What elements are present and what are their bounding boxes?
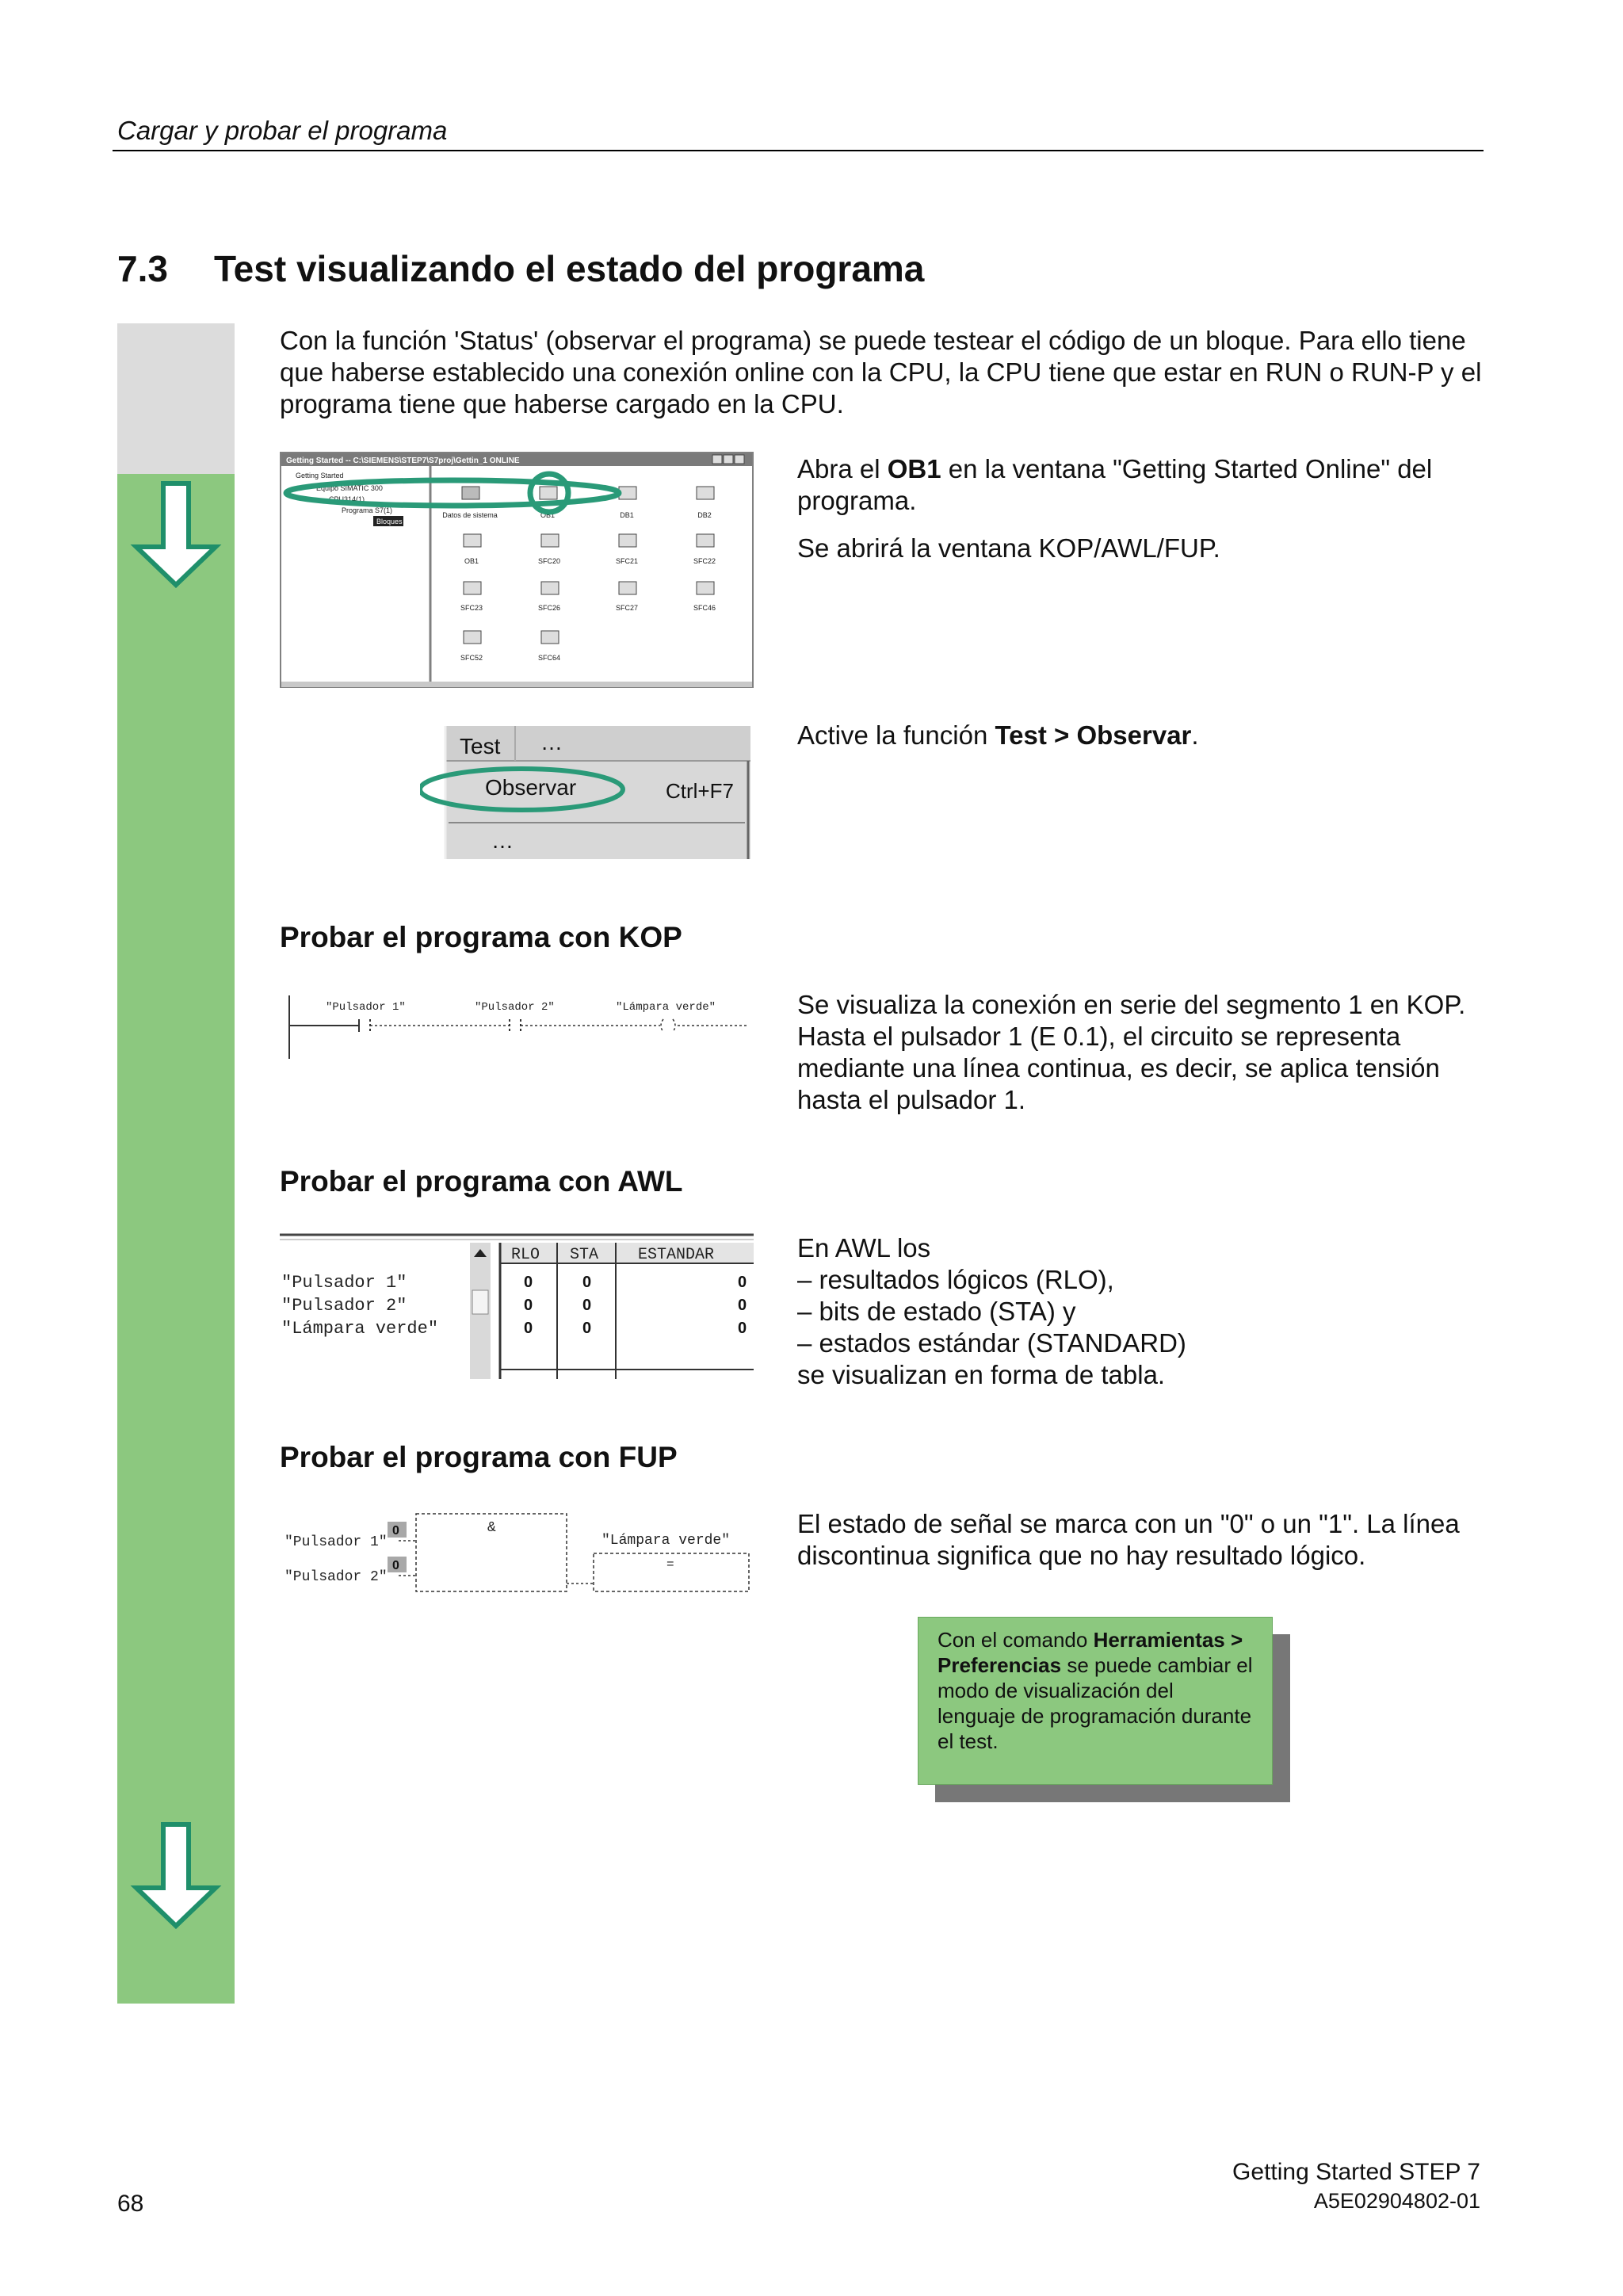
block-label[interactable]: SFC27: [615, 604, 639, 612]
awl-cell: 0: [738, 1320, 747, 1337]
block-label[interactable]: SFC26: [537, 604, 561, 612]
step1-text: Abra el OB1 en la ventana "Getting Started Online" del programa.: [797, 454, 1433, 515]
awl-text: [797, 1232, 1487, 1391]
awl-text-line: En AWL los: [797, 1233, 931, 1263]
tree-item[interactable]: Programa S7(1): [342, 506, 393, 514]
assign-symbol: =: [666, 1557, 674, 1572]
tip-box: Con el comando Herramientas > Preferencias se puede cambiar el modo de visualización del lenguaje de programación durante el test.: [918, 1617, 1273, 1785]
kop-label: "Pulsador 2": [475, 1001, 555, 1014]
menu-shortcut: Ctrl+F7: [666, 779, 734, 803]
step2-text: Active la función Test > Observar.: [797, 720, 1199, 750]
awl-text-line: – bits de estado (STA) y: [797, 1297, 1076, 1326]
awl-operand: "Pulsador 2": [281, 1296, 407, 1316]
test-menu-screenshot: [420, 720, 753, 859]
menu-item-observar[interactable]: Observar: [485, 775, 577, 800]
tree-item[interactable]: CPU314(1): [329, 495, 365, 503]
block-label[interactable]: SFC20: [537, 557, 561, 565]
page-number: 68: [117, 2191, 144, 2217]
kop-text: Se visualiza la conexión en serie del segmento 1 en KOP. Hasta el pulsador 1 (E 0.1), el circuito se representa mediante una línea continua, es decir, se aplica tensión hasta el pulsador 1.: [797, 990, 1466, 1114]
fup-text: El estado de señal se marca con un "0" o un "1". La línea discontinua significa que no hay resultado lógico.: [797, 1509, 1460, 1570]
menu-more: …: [540, 730, 563, 755]
awl-cell: 0: [524, 1274, 533, 1291]
block-label[interactable]: OB1: [464, 557, 479, 565]
block-label[interactable]: OB1: [540, 511, 556, 519]
awl-cell: 0: [582, 1274, 592, 1291]
tree-item-selected[interactable]: Bloques: [376, 518, 403, 525]
kop-label: "Lámpara verde": [616, 1001, 716, 1014]
tree-item[interactable]: Equipo SIMATIC 300: [316, 484, 383, 492]
doc-title: Getting Started STEP 7: [1232, 2159, 1480, 2185]
awl-heading: Probar el programa con AWL: [280, 1165, 683, 1198]
sidebar-green-bar: [117, 474, 235, 2004]
awl-cell: 0: [582, 1320, 592, 1337]
kop-heading: Probar el programa con KOP: [280, 921, 682, 953]
section-number: 7.3: [117, 248, 168, 289]
awl-operand: "Lámpara verde": [281, 1319, 439, 1339]
block-label[interactable]: SFC23: [460, 604, 483, 612]
block-label[interactable]: DB1: [620, 511, 634, 519]
block-label[interactable]: SFC46: [693, 604, 716, 612]
window-title: Getting Started -- C:\SIEMENS\STEP7\S7proj\Gettin_1 ONLINE: [286, 457, 520, 465]
block-label[interactable]: SFC52: [460, 654, 483, 662]
awl-text-line: – resultados lógicos (RLO),: [797, 1265, 1114, 1294]
down-arrow-icon: [128, 1821, 223, 1931]
awl-col-header: ESTANDAR: [638, 1246, 715, 1264]
doc-code: A5E02904802-01: [1313, 2189, 1480, 2213]
awl-text-line: se visualizan en forma de tabla.: [797, 1360, 1166, 1389]
section-title: Test visualizando el estado del programa: [214, 248, 925, 289]
fup-heading: Probar el programa con FUP: [280, 1441, 678, 1473]
running-header: Cargar y probar el programa: [117, 116, 448, 145]
awl-cell: 0: [582, 1297, 592, 1314]
kop-label: "Pulsador 1": [326, 1001, 406, 1014]
awl-col-header: RLO: [511, 1246, 540, 1264]
block-label[interactable]: SFC22: [693, 557, 716, 565]
fup-input-label: "Pulsador 2": [285, 1569, 388, 1585]
awl-operand: "Pulsador 1": [281, 1273, 407, 1293]
intro-paragraph: Con la función 'Status' (observar el programa) se puede testear el código de un bloque. Para ello tiene que haberse establecido una conexión online con la CPU, la CPU tiene que estar en RUN o RUN-P y el programa tiene que haberse cargado en la CPU.: [280, 326, 1482, 418]
kop-ladder-diagram: [280, 991, 754, 1062]
block-label[interactable]: SFC21: [615, 557, 639, 565]
simatic-manager-screenshot: [280, 452, 754, 688]
awl-text-line: – estados estándar (STANDARD): [797, 1328, 1186, 1358]
menu-more: …: [491, 828, 514, 853]
fup-diagram: [280, 1506, 754, 1598]
and-gate-symbol: &: [487, 1520, 496, 1536]
step1-result: Se abrirá la ventana KOP/AWL/FUP.: [797, 533, 1220, 563]
close-icon[interactable]: [735, 455, 744, 464]
fup-output-label: "Lámpara verde": [601, 1533, 731, 1549]
signal-state: 0: [392, 1559, 399, 1572]
tree-item[interactable]: Getting Started: [296, 472, 344, 479]
awl-cell: 0: [524, 1320, 533, 1337]
awl-col-header: STA: [570, 1246, 599, 1264]
fup-input-label: "Pulsador 1": [285, 1534, 388, 1550]
block-label[interactable]: Datos de sistema: [442, 511, 498, 519]
awl-status-table: [280, 1230, 754, 1379]
signal-state: 0: [392, 1524, 399, 1538]
down-arrow-icon: [128, 480, 223, 590]
awl-cell: 0: [524, 1297, 533, 1314]
block-label[interactable]: DB2: [697, 511, 712, 519]
header-rule: [113, 150, 1484, 151]
sidebar-gray-block: [117, 323, 235, 474]
awl-cell: 0: [738, 1274, 747, 1291]
block-label[interactable]: SFC64: [537, 654, 561, 662]
menu-test[interactable]: Test: [460, 734, 501, 758]
awl-cell: 0: [738, 1297, 747, 1314]
